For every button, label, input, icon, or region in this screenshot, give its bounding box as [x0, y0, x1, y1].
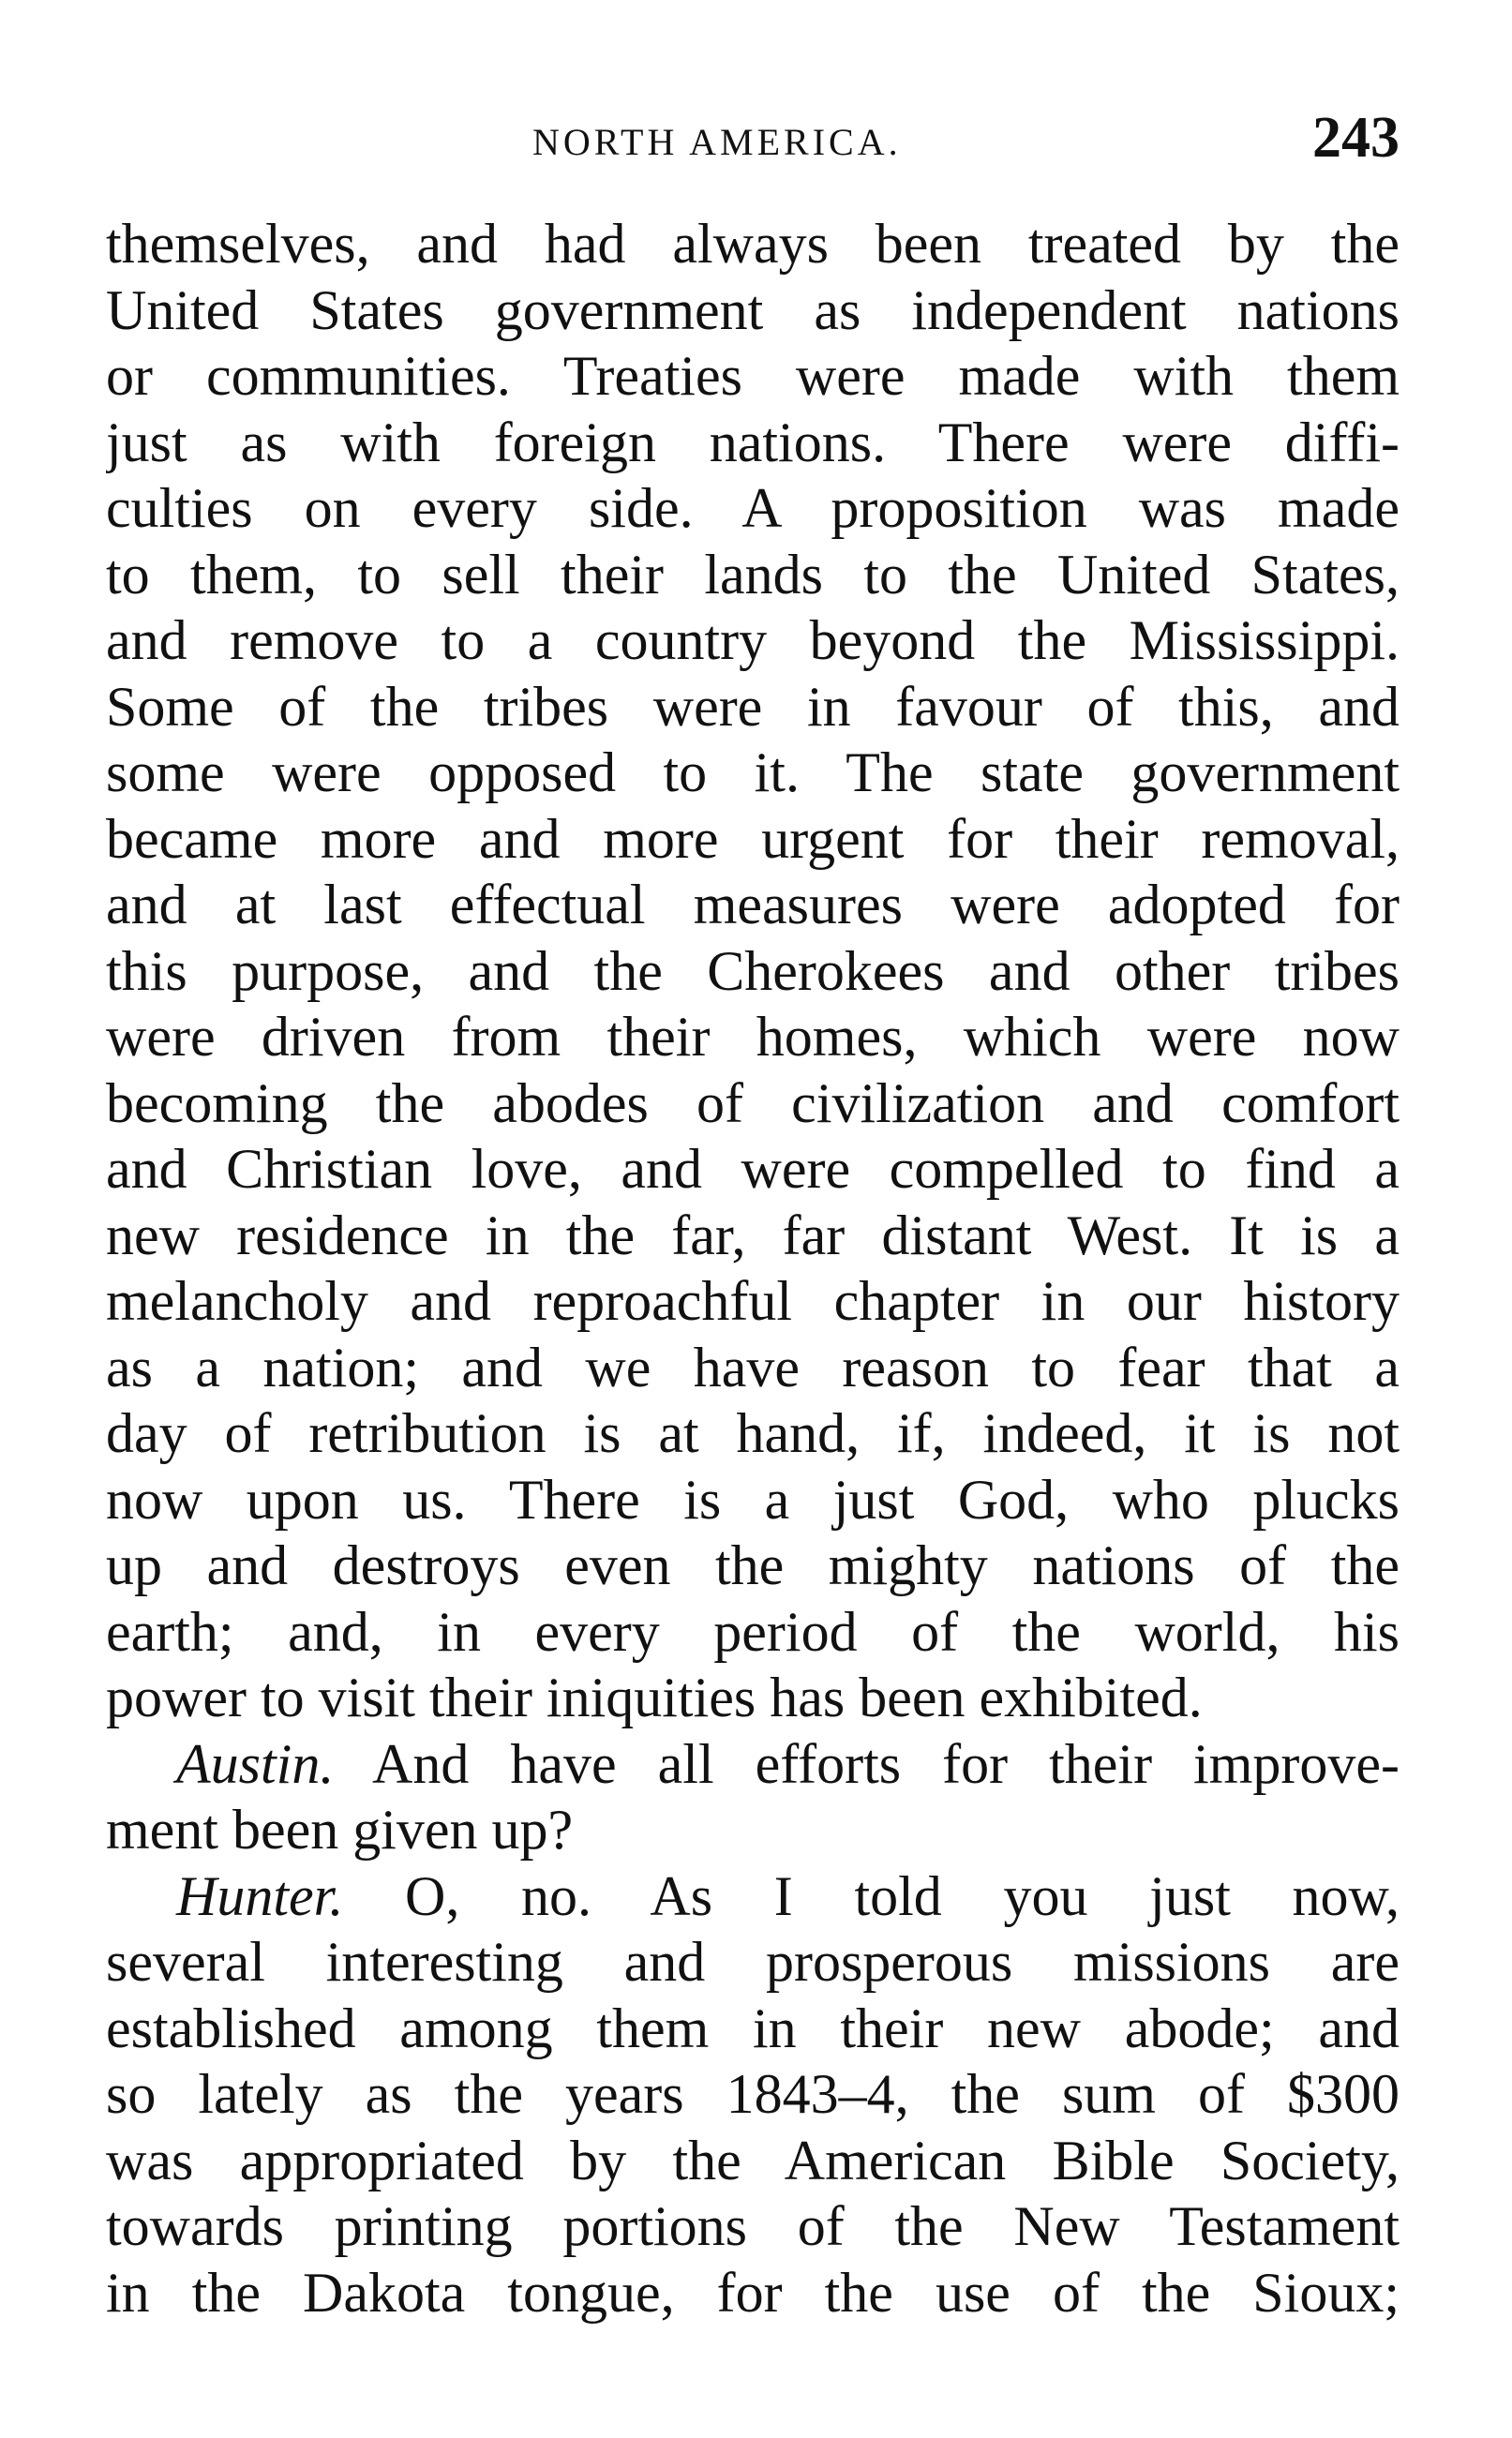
- dialogue-line: [106, 1731, 1400, 1798]
- text-line: ment been given up?: [106, 1799, 574, 1861]
- text-line: power to visit their iniquities has been exhibited.: [106, 1667, 1203, 1728]
- text-line: or communities. Treaties were made with them: [106, 345, 1400, 407]
- dialogue-text: O, no. As I told you just now,: [405, 1864, 1400, 1927]
- text-line: and Christian love, and were compelled to find a: [106, 1138, 1400, 1200]
- text-line: so lately as the years 1843–4, the sum of $300: [106, 2063, 1400, 2125]
- text-line: new residence in the far, far distant West. It is a: [106, 1204, 1400, 1266]
- text-line: was appropriated by the American Bible Society,: [106, 2129, 1400, 2191]
- text-line: melancholy and reproachful chapter in our history: [106, 1270, 1400, 1332]
- dialogue-text: And have all efforts for their improve-: [372, 1732, 1400, 1795]
- text-line: becoming the abodes of civilization and comfort: [106, 1071, 1400, 1134]
- speaker-name: Austin.: [176, 1732, 335, 1795]
- text-line: some were opposed to it. The state government: [106, 741, 1400, 803]
- text-line: Some of the tribes were in favour of this, and: [106, 675, 1400, 738]
- text-line: up and destroys even the mighty nations of the: [106, 1534, 1400, 1596]
- dialogue-line: [106, 1863, 1400, 1930]
- text-line: towards printing portions of the New Testament: [106, 2195, 1400, 2257]
- page-number: 243: [1312, 106, 1400, 170]
- text-line: established among them in their new abode; and: [106, 1997, 1400, 2059]
- text-line: just as with foreign nations. There were diffi-: [106, 411, 1400, 473]
- text-line: to them, to sell their lands to the United States,: [106, 543, 1400, 606]
- text-line: were driven from their homes, which were now: [106, 1006, 1400, 1068]
- text-line: themselves, and had always been treated by the: [106, 213, 1400, 275]
- text-line: and at last effectual measures were adopted for: [106, 874, 1400, 935]
- text-line: in the Dakota tongue, for the use of the Sioux;: [106, 2261, 1400, 2324]
- text-line: this purpose, and the Cherokees and other tribes: [106, 939, 1400, 1002]
- text-line: as a nation; and we have reason to fear that a: [106, 1336, 1400, 1398]
- speaker-name: Hunter.: [176, 1864, 344, 1927]
- text-line: became more and more urgent for their removal,: [106, 807, 1400, 870]
- text-line: culties on every side. A proposition was made: [106, 477, 1400, 539]
- text-line: United States government as independent nations: [106, 278, 1400, 341]
- text-line: earth; and, in every period of the world, his: [106, 1600, 1400, 1663]
- running-head: [106, 103, 1400, 187]
- body-text: [106, 211, 1400, 2326]
- text-line: and remove to a country beyond the Mississippi.: [106, 609, 1400, 671]
- running-head-title: NORTH AMERICA.: [532, 121, 902, 163]
- text-line: several interesting and prosperous missions are: [106, 1931, 1400, 1993]
- text-line: day of retribution is at hand, if, indeed, it is not: [106, 1402, 1400, 1464]
- text-line: now upon us. There is a just God, who plucks: [106, 1468, 1400, 1531]
